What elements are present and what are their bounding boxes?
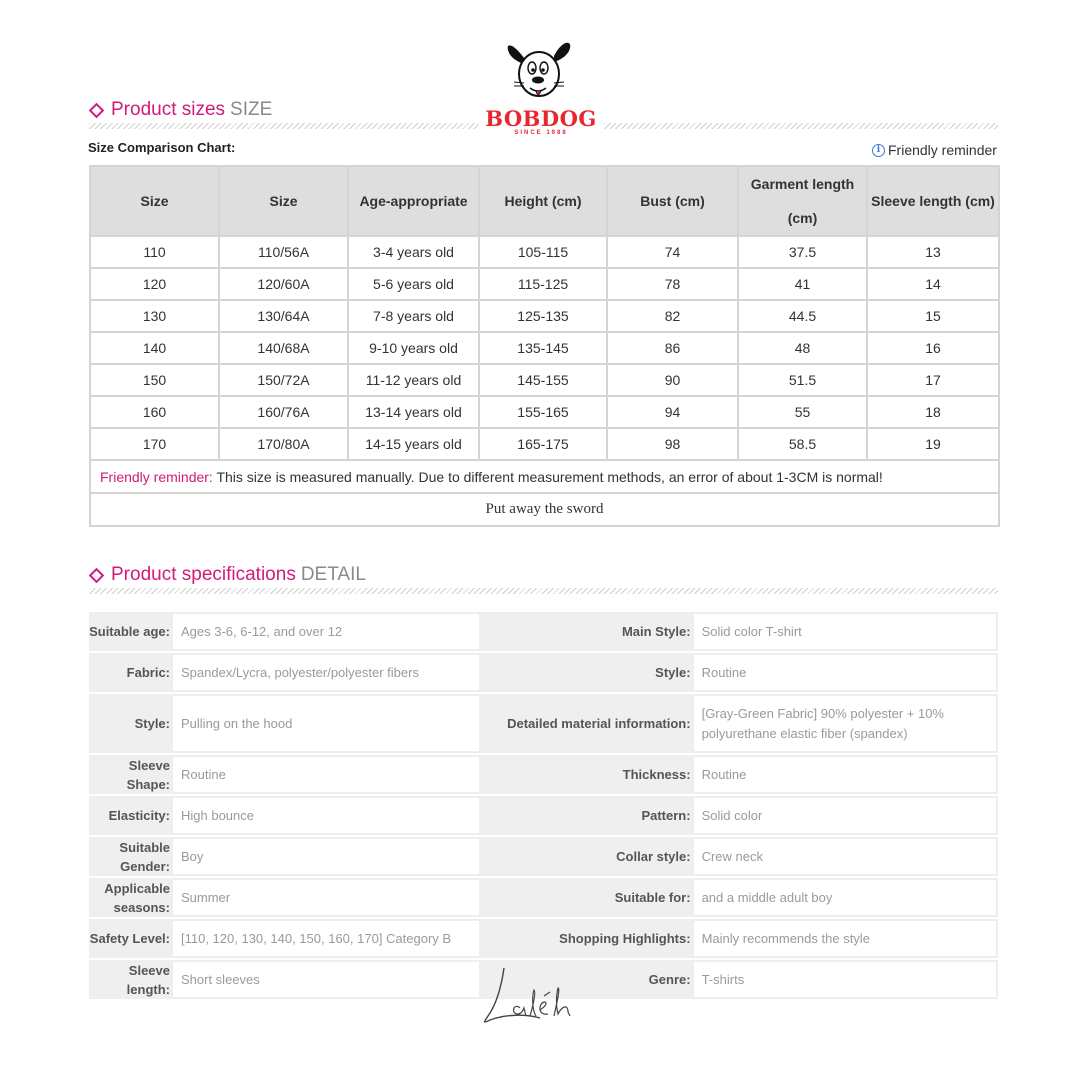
table-cell: 120 (90, 268, 219, 300)
info-icon: i (872, 144, 885, 157)
measurement-note (90, 460, 999, 493)
spec-row (89, 837, 539, 878)
spec-value: Short sleeves (171, 960, 481, 999)
spec-row (89, 960, 539, 1001)
table-cell: 170 (90, 428, 219, 460)
table-cell: 155-165 (479, 396, 607, 428)
table-cell: 15 (867, 300, 999, 332)
spec-row (89, 755, 539, 796)
note-label: Friendly reminder: (100, 468, 213, 485)
spec-label: Genre: (480, 960, 692, 999)
spec-value: Summer (171, 878, 481, 917)
spec-row (480, 796, 998, 837)
size-section-header (89, 97, 272, 123)
spec-row (89, 694, 539, 755)
diamond-icon (89, 102, 105, 118)
column-header: Bust (cm) (607, 166, 738, 236)
spec-label: Main Style: (480, 612, 692, 651)
table-cell: 135-145 (479, 332, 607, 364)
column-header: Sleeve length (cm) (867, 166, 999, 236)
detail-section-title-en: DETAIL (300, 564, 366, 585)
signature-icon (476, 962, 606, 1032)
spec-row (89, 612, 539, 653)
table-row (90, 236, 999, 268)
spec-value: High bounce (171, 796, 481, 835)
spec-row (89, 878, 539, 919)
table-cell: 14 (867, 268, 999, 300)
spec-list-left (89, 612, 539, 1001)
table-cell: 110/56A (219, 236, 348, 268)
column-header: Height (cm) (479, 166, 607, 236)
spec-label: Suitable Gender: (89, 837, 171, 876)
table-cell: 110 (90, 236, 219, 268)
table-row (90, 364, 999, 396)
column-header: Size (219, 166, 348, 236)
table-cell: 86 (607, 332, 738, 364)
spec-value: T-shirts (692, 960, 998, 999)
table-cell: 51.5 (738, 364, 867, 396)
spec-value: Crew neck (692, 837, 998, 876)
size-section-title-en: SIZE (230, 99, 273, 120)
spec-value: and a middle adult boy (692, 878, 998, 917)
table-cell: 150/72A (219, 364, 348, 396)
note-row (90, 460, 999, 493)
table-cell: 94 (607, 396, 738, 428)
table-cell: 140/68A (219, 332, 348, 364)
divider (89, 123, 479, 129)
table-cell: 14-15 years old (348, 428, 479, 460)
spec-label: Collar style: (480, 837, 692, 876)
table-cell: 11-12 years old (348, 364, 479, 396)
table-cell: 18 (867, 396, 999, 428)
note-text: This size is measured manually. Due to different measurement methods, an error of about 1-3CM is normal! (212, 468, 883, 485)
table-cell: 3-4 years old (348, 236, 479, 268)
spec-row (480, 837, 998, 878)
spec-row (480, 694, 998, 755)
table-cell: 130 (90, 300, 219, 332)
table-cell: 120/60A (219, 268, 348, 300)
spec-label: Sleeve length: (89, 960, 171, 999)
table-row (90, 332, 999, 364)
spec-label: Style: (89, 694, 171, 753)
spec-label: Elasticity: (89, 796, 171, 835)
table-row (90, 396, 999, 428)
column-header: Age-appropriate (348, 166, 479, 236)
table-cell: 17 (867, 364, 999, 396)
table-cell: 74 (607, 236, 738, 268)
detail-section-title: Product specifications (111, 564, 296, 585)
table-cell: 41 (738, 268, 867, 300)
spec-row (89, 919, 539, 960)
spec-row (480, 653, 998, 694)
spec-value: Mainly recommends the style (692, 919, 998, 958)
table-cell: 115-125 (479, 268, 607, 300)
table-cell: 165-175 (479, 428, 607, 460)
spec-list-right (480, 612, 998, 1001)
table-cell: 160 (90, 396, 219, 428)
spec-label: Pattern: (480, 796, 692, 835)
spec-label: Detailed material information: (480, 694, 692, 753)
table-cell: 145-155 (479, 364, 607, 396)
size-section-title: Product sizes (111, 99, 226, 120)
table-cell: 16 (867, 332, 999, 364)
spec-row (480, 755, 998, 796)
table-cell: 150 (90, 364, 219, 396)
size-comparison-table (89, 165, 1000, 527)
spec-label: Sleeve Shape: (89, 755, 171, 794)
friendly-reminder-link[interactable] (872, 142, 997, 158)
spec-label: Thickness: (480, 755, 692, 794)
table-cell: 7-8 years old (348, 300, 479, 332)
table-cell: 37.5 (738, 236, 867, 268)
table-header-row (90, 166, 999, 236)
spec-label: Suitable age: (89, 612, 171, 651)
spec-label: Applicable seasons: (89, 878, 171, 917)
table-cell: 19 (867, 428, 999, 460)
brand-since: SINCE 1988 (514, 130, 568, 136)
table-cell: 55 (738, 396, 867, 428)
spec-label: Safety Level: (89, 919, 171, 958)
table-footer-text: Put away the sword (90, 493, 999, 526)
signature-watermark (476, 962, 606, 1032)
bobdog-logo (484, 38, 598, 140)
spec-value: Routine (692, 755, 998, 794)
spec-value: Routine (692, 653, 998, 692)
table-row (90, 268, 999, 300)
brand-name: BOBDOG (485, 106, 597, 131)
spec-label: Shopping Highlights: (480, 919, 692, 958)
footer-row (90, 493, 999, 526)
table-row (90, 300, 999, 332)
spec-label: Style: (480, 653, 692, 692)
spec-value: Routine (171, 755, 481, 794)
dog-mascot-icon (484, 38, 598, 106)
table-cell: 98 (607, 428, 738, 460)
divider (604, 123, 998, 129)
spec-row (89, 796, 539, 837)
table-cell: 5-6 years old (348, 268, 479, 300)
table-cell: 13 (867, 236, 999, 268)
table-cell: 9-10 years old (348, 332, 479, 364)
diamond-icon (89, 567, 105, 583)
spec-row (480, 919, 998, 960)
table-cell: 13-14 years old (348, 396, 479, 428)
table-cell: 125-135 (479, 300, 607, 332)
table-cell: 170/80A (219, 428, 348, 460)
column-header: Garment length (cm) (738, 166, 867, 236)
spec-value: Spandex/Lycra, polyester/polyester fibers (171, 653, 481, 692)
spec-row (480, 612, 998, 653)
table-cell: 90 (607, 364, 738, 396)
table-cell: 48 (738, 332, 867, 364)
spec-value: [110, 120, 130, 140, 150, 160, 170] Category B (171, 919, 481, 958)
detail-section-header (89, 562, 366, 588)
spec-row (480, 878, 998, 919)
spec-value: Pulling on the hood (171, 694, 481, 753)
table-cell: 130/64A (219, 300, 348, 332)
spec-row (89, 653, 539, 694)
spec-value: [Gray-Green Fabric] 90% polyester + 10% polyurethane elastic fiber (spandex) (692, 694, 998, 753)
table-cell: 58.5 (738, 428, 867, 460)
divider (89, 588, 998, 594)
column-header: Size (90, 166, 219, 236)
table-cell: 82 (607, 300, 738, 332)
spec-value: Ages 3-6, 6-12, and over 12 (171, 612, 481, 651)
spec-label: Fabric: (89, 653, 171, 692)
spec-label: Suitable for: (480, 878, 692, 917)
table-cell: 160/76A (219, 396, 348, 428)
friendly-reminder-label: Friendly reminder (888, 142, 997, 158)
chart-title: Size Comparison Chart: (88, 140, 236, 155)
spec-value: Solid color T-shirt (692, 612, 998, 651)
table-cell: 105-115 (479, 236, 607, 268)
table-cell: 78 (607, 268, 738, 300)
table-row (90, 428, 999, 460)
table-cell: 140 (90, 332, 219, 364)
spec-value: Boy (171, 837, 481, 876)
table-cell: 44.5 (738, 300, 867, 332)
spec-value: Solid color (692, 796, 998, 835)
